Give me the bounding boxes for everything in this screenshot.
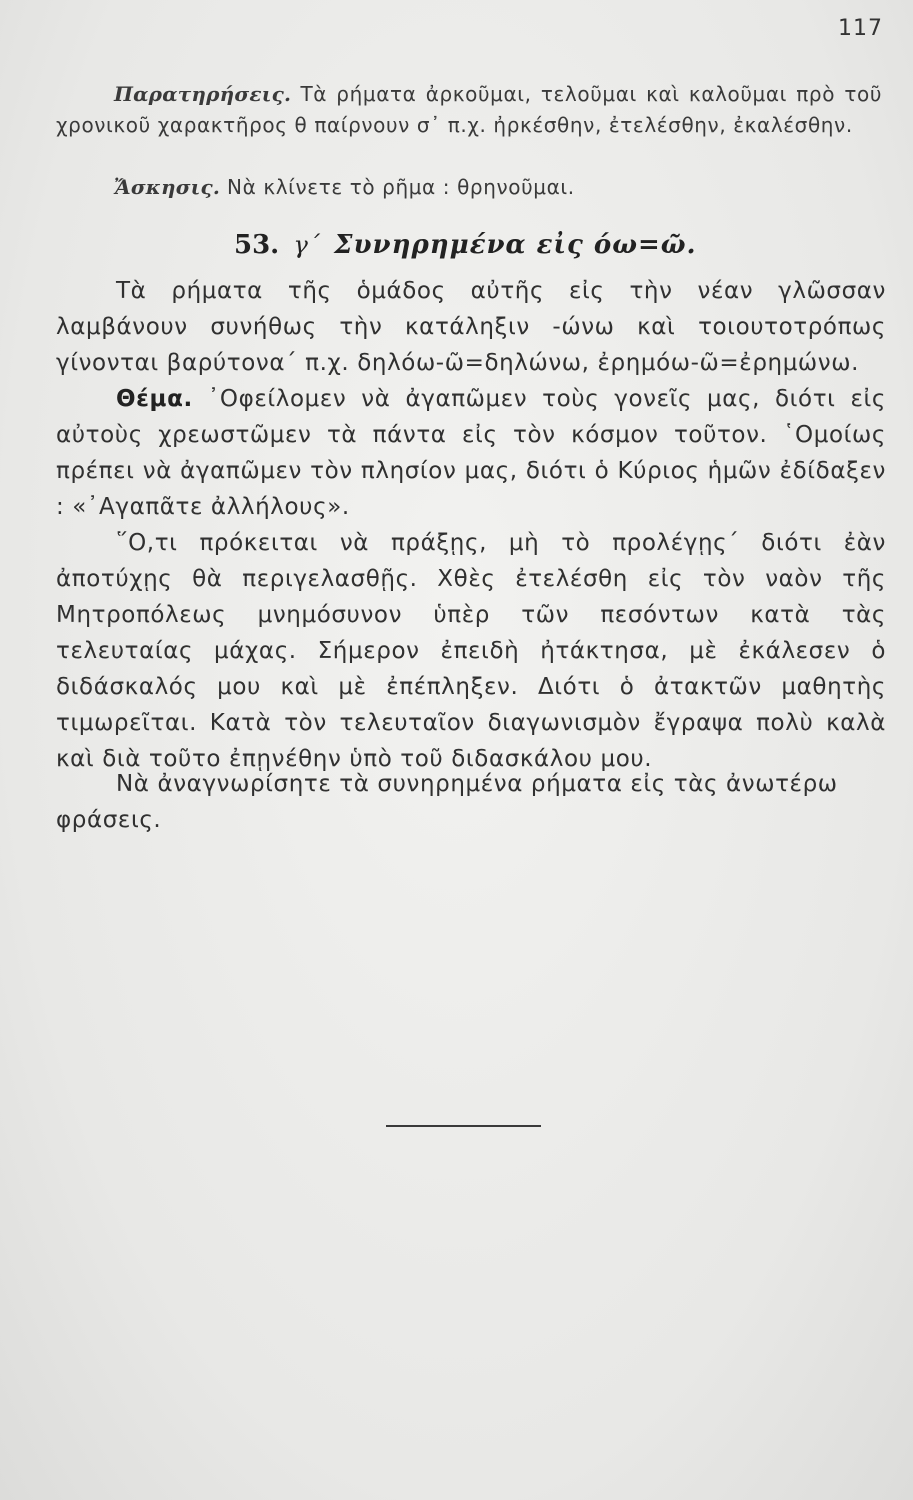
theme-label: Θέμα. [116, 386, 193, 412]
exercise-label: Ἄσκησις. [114, 175, 221, 199]
exercise-text: Νὰ κλίνετε τὸ ρῆμα : θρηνοῦμαι. [227, 175, 575, 199]
task-paragraph: Νὰ ἀναγνωρίσητε τὰ συνηρημένα ρήματα εἰς τὰς ἀνωτέρω φράσεις. [56, 771, 838, 833]
section-title: Συνηρημένα εἰς όω=ῶ. [334, 230, 697, 260]
exercise-note [56, 172, 882, 203]
theme-paragraph [56, 381, 886, 525]
section-heading [234, 228, 697, 262]
section-letter: γ΄ [293, 231, 320, 259]
observations-label: Παρατηρήσεις. [114, 82, 292, 106]
page-number: 117 [838, 16, 883, 41]
observations-note [56, 79, 882, 141]
observations-text: Τὰ ρήματα ἀρκοῦμαι, τελοῦμαι καὶ καλοῦμαι πρὸ τοῦ χρονικοῦ χαρακτῆρος θ παίρνουν σ᾿ π.χ. ἠρκέσθην, ἐτελέσθην, ἐκαλέσθην. [56, 82, 882, 137]
theme-text: ᾿Οφείλομεν νὰ ἀγαπῶμεν τοὺς γονεῖς μας, διότι εἰς αὐτοὺς χρεωστῶμεν τὰ πάντα εἰς τὸν κόσμον τοῦτον. ῾Ομοίως πρέπει νὰ ἀγαπῶμεν τὸν πλησίον μας, διότι ὁ Κύριος ἡμῶν ἐδίδαξεν : «᾿Αγαπᾶτε ἀλλήλους». [56, 386, 886, 520]
end-rule-divider [386, 1125, 541, 1127]
intro-paragraph: Τὰ ρήματα τῆς ὁμάδος αὐτῆς εἰς τὴν νέαν γλῶσσαν λαμβάνουν συνήθως τὴν κατάληξιν -ώνω καὶ τοιουτοτρόπως γίνονται βαρύτονα΄ π.χ. δηλόω-ῶ=δηλώνω, ἐρημόω-ῶ=ἐρημώνω. [56, 278, 886, 376]
section-number: 53. [234, 230, 280, 260]
exercise-paragraph: ῞Ο,τι πρόκειται νὰ πράξῃς, μὴ τὸ προλέγῃς΄ διότι ἐὰν ἀποτύχῃς θὰ περιγελασθῇς. Χθὲς ἐτελέσθη εἰς τὸν ναὸν τῆς Μητροπόλεως μνημόσυνον ὑπὲρ τῶν πεσόντων κατὰ τὰς τελευταίας μάχας. Σήμερον ἐπειδὴ ἠτάκτησα, μὲ ἐκάλεσεν ὁ διδάσκαλός μου καὶ μὲ ἐπέπληξεν. Διότι ὁ ἀτακτῶν μαθητὴς τιμωρεῖται. Κατὰ τὸν τελευταῖον διαγωνισμὸν ἔγραψα πολὺ καλὰ καὶ διὰ τοῦτο ἐπῃνέθην ὑπὸ τοῦ διδασκάλου μου. [56, 530, 886, 772]
